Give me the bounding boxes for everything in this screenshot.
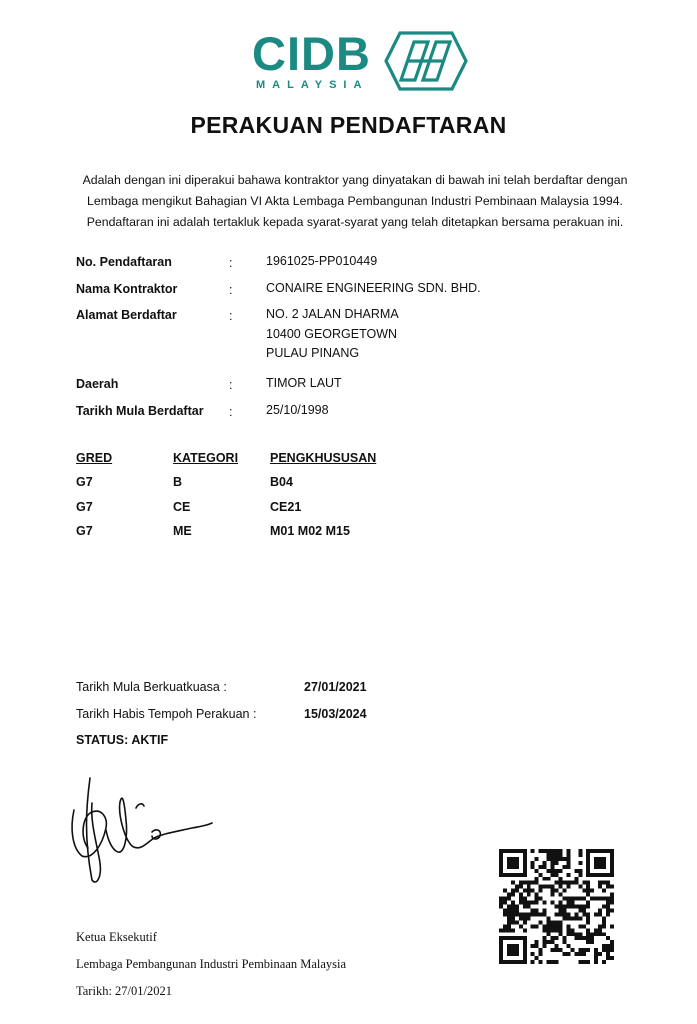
specialization-cell: M01 M02 M15: [270, 524, 350, 538]
qr-code: [499, 849, 614, 964]
contractor-value: CONAIRE ENGINEERING SDN. BHD.: [266, 281, 481, 295]
specialization-cell: B04: [270, 475, 293, 489]
colon: :: [229, 405, 233, 419]
status-text: STATUS: AKTIF: [76, 733, 169, 747]
certificate-title: PERAKUAN PENDAFTARAN: [190, 112, 507, 138]
district-value: TIMOR LAUT: [266, 376, 342, 390]
category-header: KATEGORI: [173, 451, 239, 465]
grade-header: GRED: [76, 451, 113, 465]
intro-line: Lembaga mengikut Bahagian VI Akta Lembaga Pembangunan Industri Pembinaan Malaysia 1994.: [87, 194, 623, 208]
address-value: [266, 305, 399, 364]
category-cell: ME: [173, 524, 192, 538]
specialization-cell: CE21: [270, 500, 302, 514]
cidb-logo: [252, 28, 467, 98]
intro-line: Pendaftaran ini adalah tertakluk kepada syarat-syarat yang telah ditetapkan bersama perakuan ini.: [86, 215, 624, 229]
grade-cell: G7: [76, 500, 93, 514]
district-label: Daerah: [76, 377, 119, 391]
colon: :: [229, 378, 233, 392]
start-date-value: 25/10/1998: [266, 403, 329, 417]
colon: :: [229, 283, 233, 297]
address-line: NO. 2 JALAN DHARMA: [266, 307, 399, 321]
address-line: 10400 GEORGETOWN: [266, 326, 398, 341]
signatory-organization: Lembaga Pembangunan Industri Pembinaan Malaysia: [76, 957, 347, 971]
specialization-header: PENGKHUSUSAN: [270, 451, 377, 465]
category-cell: CE: [173, 500, 191, 514]
signatory-title: Ketua Eksekutif: [76, 930, 157, 944]
grade-cell: G7: [76, 475, 93, 489]
address-line: PULAU PINANG: [266, 346, 360, 360]
colon: :: [229, 256, 233, 270]
reg-no-value: 1961025-PP010449: [266, 254, 378, 268]
address-label: Alamat Berdaftar: [76, 308, 177, 322]
grade-cell: G7: [76, 524, 93, 538]
category-cell: B: [173, 475, 183, 489]
cidb-hexagon-logo-mark-icon: [384, 30, 468, 92]
logo-name: CIDB: [252, 27, 371, 80]
intro-paragraph: [55, 170, 655, 233]
expiry-date-value: 15/03/2024: [304, 707, 367, 721]
effective-date-value: 27/01/2021: [304, 680, 367, 694]
reg-no-label: No. Pendaftaran: [76, 255, 172, 269]
signature-image: [62, 768, 232, 898]
contractor-label: Nama Kontraktor: [76, 282, 178, 296]
expiry-date-label: Tarikh Habis Tempoh Perakuan :: [76, 707, 257, 721]
signature-date: Tarikh: 27/01/2021: [76, 984, 172, 998]
intro-line: Adalah dengan ini diperakui bahawa kontraktor yang dinyatakan di bawah ini telah berdaftar dengan: [82, 173, 628, 187]
colon: :: [229, 309, 233, 323]
start-date-label: Tarikh Mula Berdaftar: [76, 404, 204, 418]
effective-date-label: Tarikh Mula Berkuatkuasa :: [76, 680, 227, 694]
logo-subtitle: MALAYSIA: [256, 79, 369, 91]
